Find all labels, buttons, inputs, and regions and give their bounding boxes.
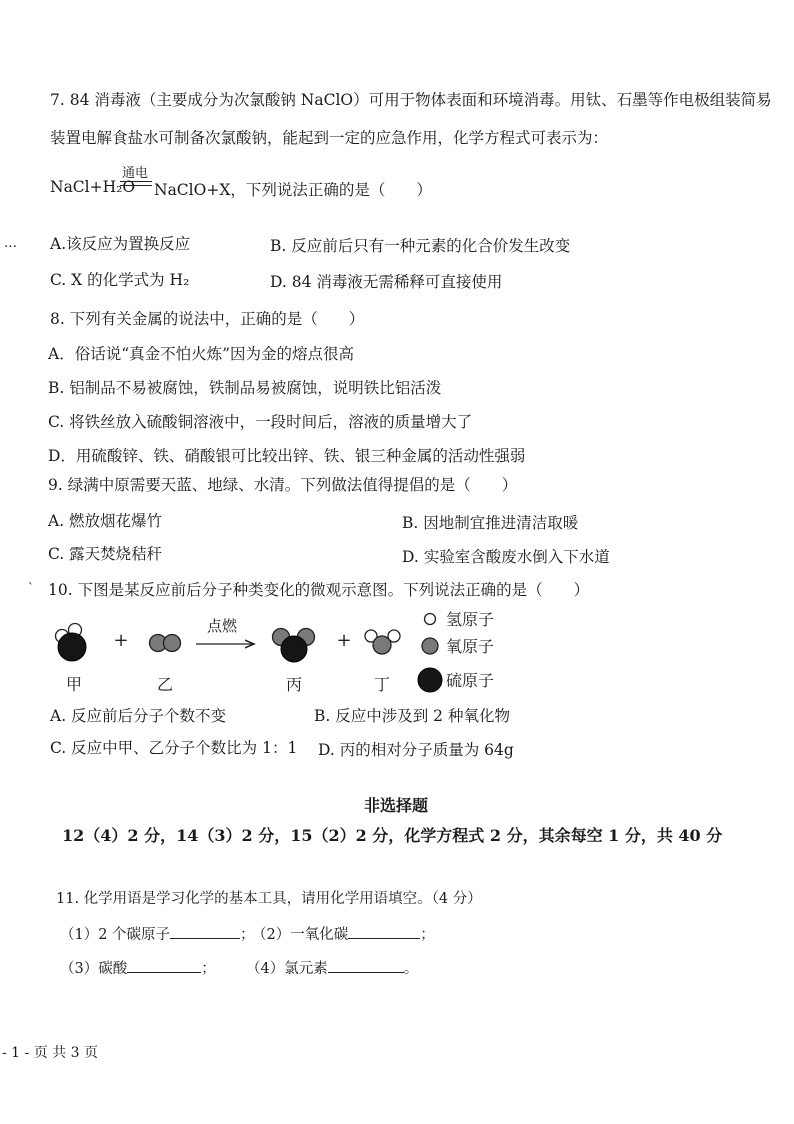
punctuation: ；	[240, 927, 255, 943]
reaction-condition: 点燃	[206, 617, 238, 635]
margin-mark: …	[4, 236, 17, 251]
q11-part-4	[246, 958, 418, 979]
legend-oxygen-icon	[422, 638, 438, 654]
q10-option-b: B. 反应中涉及到 2 种氧化物	[314, 707, 510, 725]
q9-option-a: A. 燃放烟花爆竹	[48, 512, 163, 530]
q9-stem: 9. 绿满中原需要天蓝、地绿、水清。下列做法值得提倡的是（ ）	[48, 476, 518, 494]
label-jia: 甲	[65, 675, 83, 694]
plus-sign: +	[336, 630, 352, 651]
diagram-legend	[418, 610, 494, 692]
oxygen-atom	[373, 636, 391, 654]
punctuation: ；	[420, 927, 435, 943]
legend-oxygen: 氧原子	[446, 637, 495, 656]
q9-option-d: D. 实验室含酸废水倒入下水道	[402, 548, 610, 566]
q9-option-b: B. 因地制宜推进清洁取暖	[402, 514, 579, 532]
label-bing: 丙	[285, 675, 303, 694]
q11-part-4-label: （4）氯元素	[246, 961, 328, 977]
legend-sulfur-icon	[418, 668, 442, 692]
label-yi: 乙	[156, 675, 174, 694]
q11-part-3	[60, 958, 216, 979]
sulfur-atom	[58, 633, 86, 661]
q8-option-d: D．用硫酸锌、铁、硝酸银可比较出锌、铁、银三种金属的活动性强弱	[48, 447, 526, 465]
q10-option-c: C. 反应中甲、乙分子个数比为 1：1	[50, 739, 298, 757]
q11-part-2	[252, 924, 435, 945]
legend-sulfur: 硫原子	[446, 671, 495, 690]
q8-option-c: C. 将铁丝放入硫酸铜溶液中，一段时间后，溶液的质量增大了	[48, 413, 473, 431]
q11-part-1-label: （1）2 个碳原子	[60, 927, 171, 943]
oxygen-atom	[164, 635, 181, 652]
molecule-jia	[56, 624, 87, 662]
q7-option-c: C. X 的化学式为 H₂	[50, 271, 190, 289]
q11-stem: 11. 化学用语是学习化学的基本工具，请用化学用语填空。（4 分）	[56, 891, 482, 907]
q7-option-d: D. 84 消毒液无需稀释可直接使用	[270, 273, 503, 291]
equation-bar-bottom	[120, 185, 152, 186]
answer-blank-1[interactable]	[170, 924, 240, 939]
punctuation: ；	[201, 961, 216, 977]
answer-blank-2[interactable]	[348, 924, 420, 939]
q9-option-c: C. 露天焚烧秸秆	[48, 545, 163, 563]
page-footer: - 1 - 页 共 3 页	[2, 1045, 98, 1061]
equation-products: NaClO+X，下列说法正确的是（ ）	[154, 181, 432, 199]
section-scoring: 12（4）2 分，14（3）2 分，15（2）2 分，化学方程式 2 分，其余每空 1 分，共 40 分	[62, 826, 723, 845]
equation-bar-top	[120, 181, 152, 182]
q10-option-d: D. 丙的相对分子质量为 64g	[318, 741, 514, 759]
molecule-ding	[365, 630, 400, 654]
sulfur-atom	[281, 636, 307, 662]
legend-hydrogen: 氢原子	[446, 610, 495, 629]
section-title: 非选择题	[364, 796, 429, 815]
q7-option-a: A.该反应为置换反应	[50, 235, 191, 253]
molecule-bing	[273, 629, 315, 663]
equation-condition: 通电	[122, 166, 149, 181]
q7-option-b: B. 反应前后只有一种元素的化合价发生改变	[270, 237, 571, 255]
q11-part-2-label: （2）一氧化碳	[252, 927, 349, 943]
answer-blank-3[interactable]	[127, 958, 201, 973]
equation-reactants: NaCl+H₂O	[50, 178, 136, 196]
q11-part-3-label: （3）碳酸	[60, 961, 128, 977]
q8-option-b: B. 铝制品不易被腐蚀，铁制品易被腐蚀，说明铁比铝活泼	[48, 379, 442, 397]
punctuation: 。	[403, 961, 419, 977]
q11-part-1	[60, 924, 255, 945]
answer-blank-4[interactable]	[328, 958, 404, 973]
q7-stem-line-1: 7. 84 消毒液（主要成分为次氯酸钠 NaClO）可用于物体表面和环境消毒。用钛、石墨等作电极组装简易	[50, 91, 772, 109]
plus-sign: +	[113, 630, 129, 651]
q10-option-a: A. 反应前后分子个数不变	[50, 707, 227, 725]
legend-hydrogen-icon	[425, 614, 436, 625]
q7-stem-line-2: 装置电解食盐水可制备次氯酸钠，能起到一定的应急作用，化学方程式可表示为：	[50, 129, 609, 147]
q8-option-a: A．俗话说“真金不怕火炼”因为金的熔点很高	[48, 345, 355, 363]
label-ding: 丁	[373, 675, 391, 694]
q8-stem: 8. 下列有关金属的说法中，正确的是（ ）	[50, 310, 365, 328]
molecule-yi	[150, 635, 181, 652]
q10-stem: 10. 下图是某反应前后分子种类变化的微观示意图。下列说法正确的是（ ）	[48, 581, 590, 599]
margin-mark-2: `	[28, 581, 34, 595]
molecule-diagram	[0, 600, 794, 700]
